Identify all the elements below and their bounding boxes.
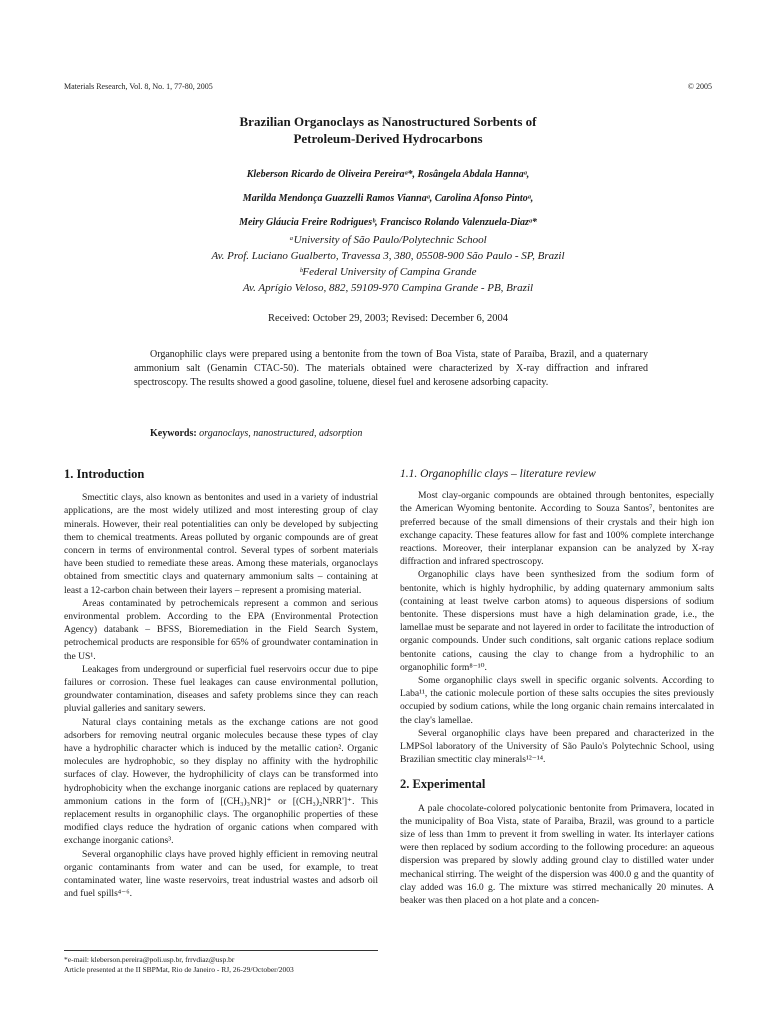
keywords-label: Keywords: — [150, 428, 197, 439]
body-paragraph: Most clay-organic compounds are obtained through bentonites, especially the American Wyoming bentonite. According to Souza Santos⁷, bentonites are preferred because of the small dimensions of their crystals and their high ion exchange capacity. These features allow for fast and 100% complete interchange reactions. Moreover, their interplanar expansion can be analyzed by X-ray diffraction and infrared spectroscopy. — [400, 490, 714, 568]
body-paragraph: Several organophilic clays have been prepared and characterized in the LMPSol laboratory of the University of São Paulo's Polytechnic School, using Brazilian smectitic clay minerals¹²⁻¹⁴. — [400, 727, 714, 766]
author-line: Kleberson Ricardo de Oliveira Pereiraᵃ*, Rosângela Abdala Hannaᵃ, — [246, 169, 530, 180]
affiliation-line: ᵃUniversity of São Paulo/Polytechnic School — [289, 234, 487, 246]
running-head — [64, 82, 712, 91]
affiliation-line: Av. Prof. Luciano Gualberto, Travessa 3, 380, 05508-900 São Paulo - SP, Brazil — [211, 250, 565, 262]
received-dates: Received: October 29, 2003; Revised: December 6, 2004 — [268, 313, 508, 324]
copyright-year: © 2005 — [687, 82, 712, 91]
author-line: Meiry Gláucia Freire Rodriguesᵇ, Francisco Rolando Valenzuela-Diazᵃ* — [239, 217, 537, 228]
keywords — [150, 428, 362, 439]
body-paragraph: Areas contaminated by petrochemicals represent a common and serious environmental problem. According to the EPA (Environmental Protection Agency) databank – BFSS, Bioremediation in the Field Search System, petrochemical products are responsible for 65% of groundwater contamination in the US¹. — [64, 597, 378, 662]
author-list — [64, 163, 712, 235]
affiliation-line: Av. Aprígio Veloso, 882, 59109-970 Campina Grande - PB, Brazil — [242, 282, 534, 294]
section-heading-experimental: 2. Experimental — [400, 777, 486, 792]
body-paragraph: Several organophilic clays have proved highly efficient in removing neutral organic contaminants from water and can be used, for example, to treat contaminated water, line waste reservoirs, treat industrial wastes and adsorb oil and fuel spills⁴⁻⁶. — [64, 848, 378, 900]
body-paragraph: Leakages from underground or superficial fuel reservoirs occur due to pipe failures or corrosion. These fuel leakages can cause environmental pollution, groundwater contamination, diseases and safety problems since they can reach pluvial galleries and sanitary sewers. — [64, 663, 378, 715]
footnote-conference: Article presented at the II SBPMat, Rio de Janeiro - RJ, 26-29/October/2003 — [64, 965, 294, 974]
body-paragraph: Some organophilic clays swell in specific organic solvents. According to Laba¹¹, the cationic molecule portion of these salts occupies the sites previously occupied by sodium cations, while the long organic chain remains intercalated in the clay's lamellae. — [400, 675, 714, 726]
affiliation-line: ᵇFederal University of Campina Grande — [299, 266, 477, 278]
affiliations — [64, 232, 712, 296]
keywords-value: organoclays, nanostructured, adsorption — [199, 428, 363, 439]
body-paragraph: Natural clays containing metals as the exchange cations are not good adsorbers for removing neutral organic molecules because these types of clay have a hydrophilic character which is induced by the metallic cation². Organic molecules are hydrophobic, so they display no affinity with the hydrophilic surfaces of clay. However, the hydrophilicity of clays can be transformed into hydrophobicity when the exchange inorganic cations are replaced by quaternary ammonium cations in the form of [(CH₃)₃NR]⁺ or [(CH₃)₂NRR']⁺. This replacement results in organophilic clays. The organophilic properties of these modified clays reduce the hydration of organic cations when compared with exchange inorganic cations³. — [64, 716, 378, 847]
footnotes — [64, 955, 378, 975]
paper-title — [64, 113, 712, 147]
title-line-2: Petroleum-Derived Hydrocarbons — [293, 131, 483, 146]
footnote-email: *e-mail: kleberson.pereira@poli.usp.br, frrvdiaz@usp.br — [64, 955, 235, 964]
section-heading-introduction: 1. Introduction — [64, 467, 145, 481]
left-column — [64, 468, 378, 901]
author-line: Marilda Mendonça Guazzelli Ramos Viannaᵃ, Carolina Afonso Pintoᵃ, — [242, 193, 534, 204]
subsection-heading-literature-review: 1.1. Organophilic clays – literature review — [400, 468, 596, 480]
footnote-divider — [64, 950, 378, 951]
body-paragraph: Smectitic clays, also known as bentonites and used in a variety of industrial applications, are the most widely utilized and most interesting group of clay minerals. However, their real potentialities can only be developed by subjecting them to chemical treatments. Areas polluted by organic compounds are of great concern in terms of environmental control. Several types of sorbent materials have been studied to remediate these areas. Among these materials, organoclays obtained from smectitic clays and quaternary ammonium salts – containing at least a 12-carbon chain between their layers – represent a promising material. — [64, 492, 378, 596]
body-paragraph: A pale chocolate-colored polycationic bentonite from Primavera, located in the municipality of Boa Vista, state of Paraiba, Brazil, was ground to a particle size of less than 1mm to prevent it from swelling in water. Its interlayer cations were then replaced by sodium according to the following procedure: an aqueous dispersion was prepared by slowly adding ground clay to distilled water under mechanical stirring. The weight of the dispersion was 400.0 g and the quantity of clay added was 16.0 g. The mixture was stirred mechanically 20 minutes. A beaker was then placed on a hot plate and a concen- — [400, 802, 714, 907]
journal-citation: Materials Research, Vol. 8, No. 1, 77-80, 2005 — [64, 82, 213, 91]
abstract: Organophilic clays were prepared using a bentonite from the town of Boa Vista, state of Paraíba, Brazil, and a quaternary ammonium salt (Genamin CTAC-50). The materials obtained were characterized by X-ray diffraction and infrared spectroscopy. The results showed a good gasoline, toluene, diesel fuel and kerosene adsorbing capacity. — [134, 349, 648, 388]
body-paragraph: Organophilic clays have been synthesized from the sodium form of bentonite, which is highly hydrophilic, by adding quaternary ammonium salts (containing at least twelve carbon atoms) to aqueous dispersions of sodium bentonite. These dispersions must have a high delamination grade, i.e., the lamellae must be separate and not layered in order to facilitate the introduction of organic compounds. Under such conditions, salt organic cations replace sodium bentonite cations, causing the clay to change from a hydrophilic to an organophilic form⁸⁻¹⁰. — [400, 569, 714, 673]
title-line-1: Brazilian Organoclays as Nanostructured Sorbents of — [239, 114, 537, 129]
right-column — [400, 468, 714, 907]
